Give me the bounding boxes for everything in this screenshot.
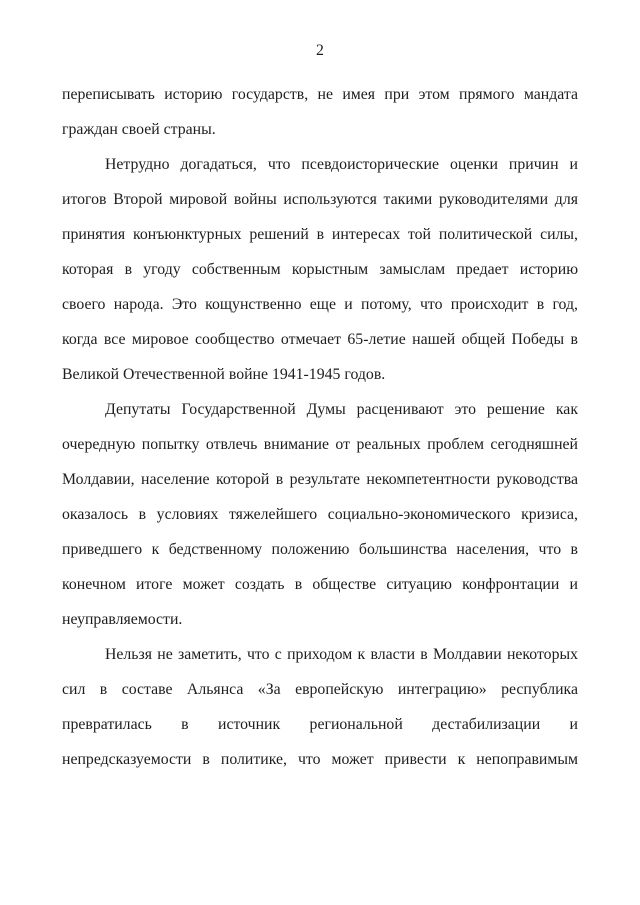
text-line: Молдавии, население которой в результате некомпетентности руководства — [62, 471, 578, 488]
text-line: переписывать историю государств, не имея при этом прямого мандата — [62, 86, 578, 103]
text-line: граждан своей страны. — [62, 121, 216, 138]
text-line: превратилась в источник региональной дестабилизации и — [62, 716, 578, 733]
text-line: Нельзя не заметить, что с приходом к власти в Молдавии некоторых — [105, 646, 578, 663]
text-line: которая в угоду собственным корыстным замыслам предает историю — [62, 261, 578, 278]
text-line: приведшего к бедственному положению большинства населения, что в — [62, 541, 578, 558]
page-number: 2 — [316, 42, 324, 59]
text-line: очередную попытку отвлечь внимание от реальных проблем сегодняшней — [62, 436, 578, 453]
text-line: итогов Второй мировой войны используются такими руководителями для — [62, 191, 578, 208]
text-line: конечном итоге может создать в обществе ситуацию конфронтации и — [62, 576, 578, 593]
text-line: сил в составе Альянса «За европейскую интеграцию» республика — [62, 681, 578, 698]
text-line: Великой Отечественной войне 1941-1945 годов. — [62, 366, 386, 383]
text-line: оказалось в условиях тяжелейшего социально-экономического кризиса, — [62, 506, 578, 523]
text-line: непредсказуемости в политике, что может привести к непоправимым — [62, 751, 578, 768]
text-line: неуправляемости. — [62, 611, 183, 628]
text-line: Нетрудно догадаться, что псевдоисторические оценки причин и — [105, 156, 578, 173]
document-body — [62, 77, 578, 777]
text-line: Депутаты Государственной Думы расценивают это решение как — [105, 401, 578, 418]
text-line: своего народа. Это кощунственно еще и потому, что происходит в год, — [62, 296, 578, 313]
text-line: когда все мировое сообщество отмечает 65-летие нашей общей Победы в — [62, 331, 578, 348]
text-line: принятия конъюнктурных решений в интересах той политической силы, — [62, 226, 578, 243]
